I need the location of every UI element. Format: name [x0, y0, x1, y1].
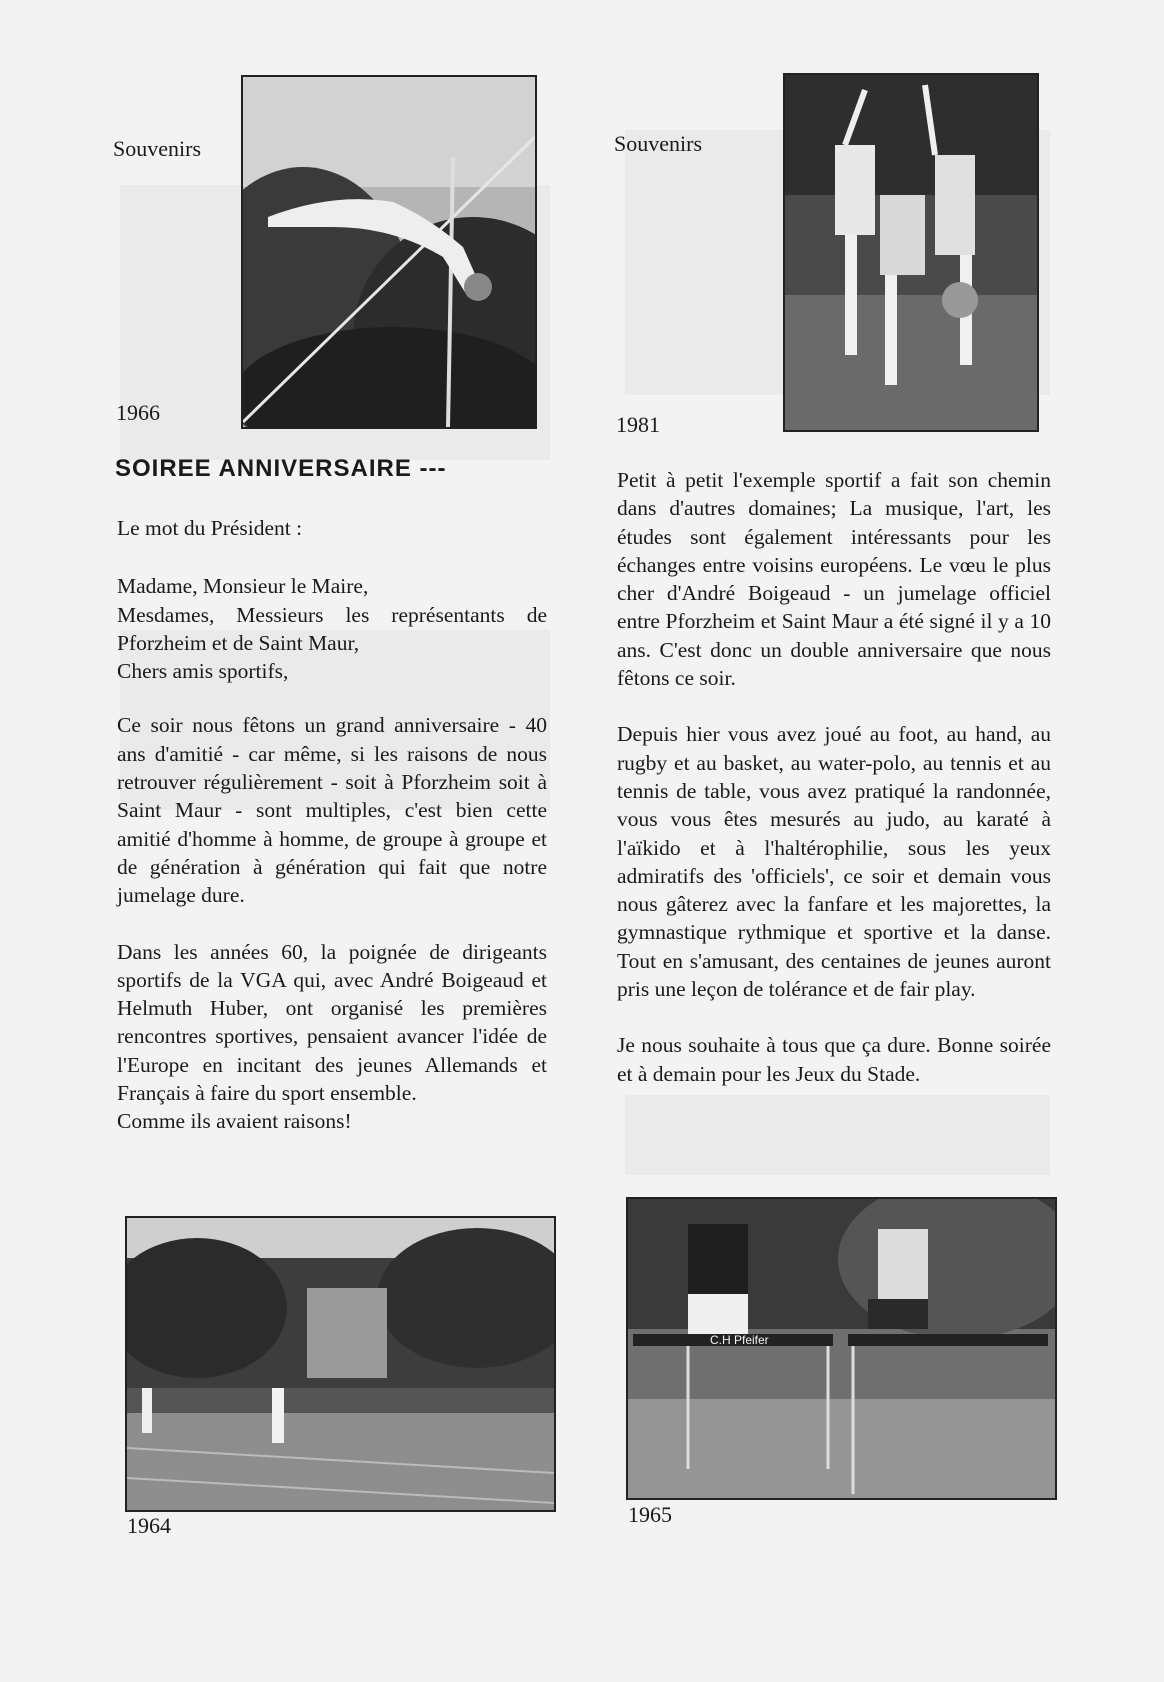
right-photo-year: 1981 — [616, 412, 660, 437]
left-paragraph-2: Dans les années 60, la poignée de dirigeants sportifs de la VGA qui, avec André Boigeaud et Helmuth Huber, ont organisé les premières rencontres sportives, pensaient avancer l'idée de l'Europe en incitant des jeunes Allemands et Français à faire du sport ensemble. — [117, 939, 547, 1106]
right-souvenirs-caption: Souvenirs — [614, 131, 702, 156]
hurdles-photo — [626, 1197, 1057, 1500]
basketball-photo — [783, 73, 1039, 432]
salutation-line: Mesdames, Messieurs les représentants de Pforzheim et de Saint Maur, — [117, 602, 547, 655]
salutation-line: Madame, Monsieur le Maire, — [117, 574, 369, 599]
salutation-block — [117, 572, 547, 685]
right-paragraph-3: Je nous souhaite à tous que ça dure. Bonne soirée et à demain pour les Jeux du Stade. — [617, 1033, 1051, 1086]
salutation-line: Chers amis sportifs, — [117, 659, 289, 684]
left-souvenirs-caption: Souvenirs — [113, 136, 201, 161]
hurdle-sign: C.H Pfeifer — [710, 1333, 769, 1347]
left-bottom-photo-year: 1964 — [127, 1513, 171, 1538]
right-bottom-photo-year: 1965 — [628, 1502, 672, 1527]
intro-line: Le mot du Président : — [117, 516, 303, 540]
right-text-column — [617, 466, 1051, 1116]
left-paragraph-2-end: Comme ils avaient raisons! — [117, 1109, 352, 1134]
left-paragraph-1: Ce soir nous fêtons un grand anniversaire - 40 ans d'amitié - car même, si les raisons de nous retrouver régulièrement - soit à Pforzheim soit à Saint Maur - sont multiples, c'est bien cette amitié d'homme à homme, de groupe à groupe et de génération à génération qui fait que notre jumelage dure. — [117, 713, 547, 908]
right-paragraph-1: Petit à petit l'exemple sportif a fait son chemin dans d'autres domaines; La musique, l'art, les études sont également intéressants pour les échanges entre voisins européens. Le vœu le plus cher d'André Boigeaud - un jumelage officiel entre Pforzheim et Saint Maur a été signé il y a 10 ans. C'est donc un double anniversaire que nous fêtons ce soir. — [617, 468, 1051, 691]
high-jump-photo — [241, 75, 537, 429]
page-heading: SOIREE ANNIVERSAIRE --- — [115, 455, 447, 482]
right-paragraph-2: Depuis hier vous avez joué au foot, au hand, au rugby et au basket, au water-polo, au tennis et au tennis de table, vous avez pratiqué la randonnée, vous vous êtes mesurés au judo, au karaté à l'aïkido et à l'haltérophilie, sous les yeux admiratifs des 'officiels', ce soir et demain vous nous gâterez avec la fanfare et les majorettes, la gymnastique rythmique et sportive et la danse. Tout en s'amusant, des centaines de jeunes auront pris une leçon de tolérance et de fair play. — [617, 722, 1051, 1002]
sprint-race-photo — [125, 1216, 556, 1512]
left-text-column — [117, 514, 547, 1164]
left-photo-year: 1966 — [116, 400, 160, 425]
